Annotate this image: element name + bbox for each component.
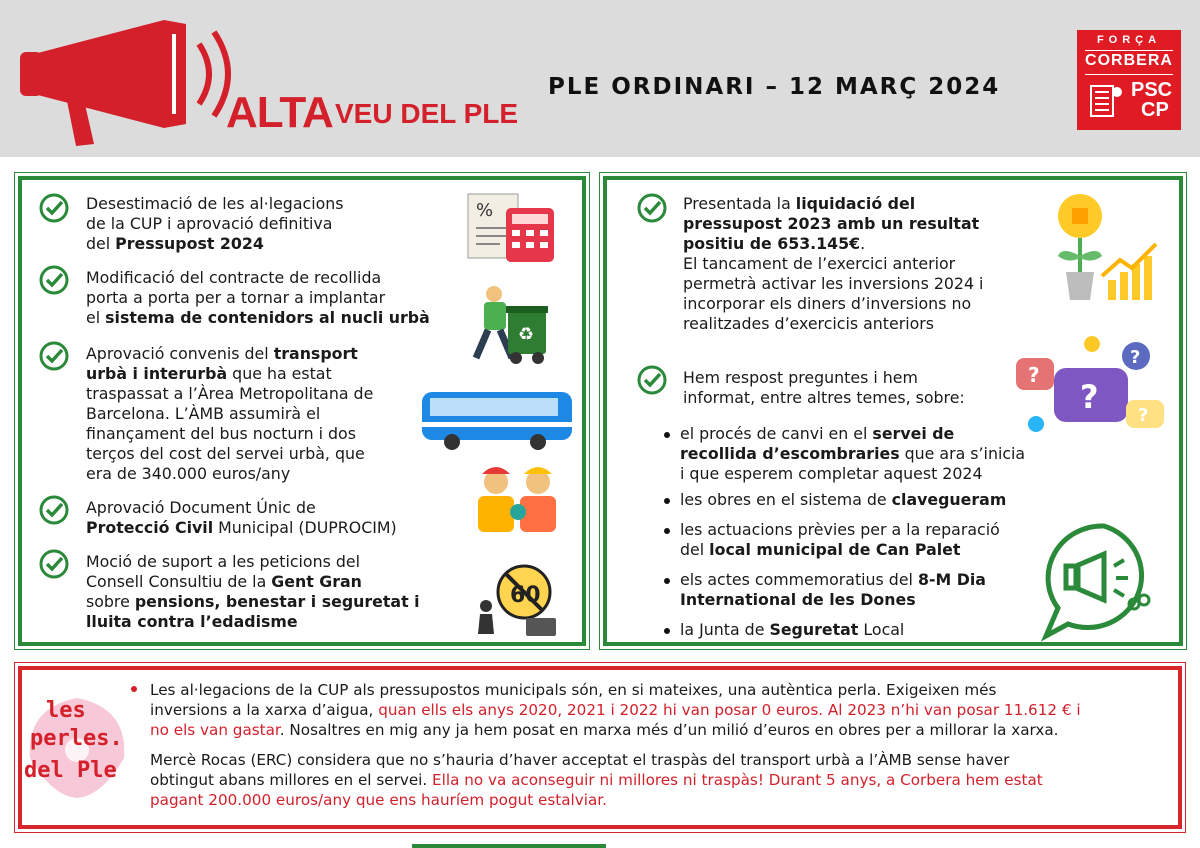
left-item-5 [86,552,420,632]
text-line [86,518,397,538]
text-bold: transport [273,344,358,363]
text-line [150,720,1150,740]
check-icon [38,494,70,526]
left-item-1 [86,194,344,254]
text-line: International de les Dones [680,590,916,609]
text-highlight: pagant 200.000 euros/any que ens hauríem pogut estalviar. [150,791,607,809]
text-line [683,234,983,254]
text-line: pressupost 2023 amb un resultat [683,214,980,233]
text-bold: Pressupost 2024 [115,234,264,253]
text-span: el procés de canvi en el [680,424,873,443]
text-bold: liquidació del [795,194,916,213]
text-line: Les al·legacions de la CUP als pressupostos municipals són, en si mateixes, una autèntica perla. Exigeixen més [150,681,997,699]
svg-text:%: % [476,200,494,221]
growth-plant-icon [1044,186,1162,304]
text-bold: local municipal de Can Palet [709,540,961,559]
perles-logo-text: del Ple [24,758,117,783]
text-span: Presentada la [683,194,796,213]
fist-rose-icon [1087,82,1125,122]
check-icon [38,548,70,580]
text-line [86,234,344,254]
text-line: Moció de suport a les peticions del [86,552,360,571]
footer-bar [412,844,606,848]
text-bold: clavegueram [891,490,1007,509]
waste-worker-icon [460,282,552,366]
text-line: Aprovació Document Únic de [86,498,316,517]
text-line [680,444,1025,464]
check-icon [38,340,70,372]
text-line: i que esperem completar aquest 2024 [680,464,983,483]
text-bold: recollida d’escombraries [680,444,900,463]
bullet-dot [664,528,670,534]
text-line: era de 340.000 euros/any [86,464,291,483]
text-line [150,700,1150,720]
text-line: Modificació del contracte de recollida [86,268,382,287]
badge-mid-text: CORBERA [1085,52,1173,69]
perles-logo-text: perles. [30,726,123,751]
bullet-dot [664,432,670,438]
svg-text:?: ? [1130,347,1141,368]
text-line [680,570,986,590]
text-line: informat, entre altres temes, sobre: [683,388,965,407]
text-line [680,620,904,640]
text-span: els actes commemoratius del [680,570,918,589]
text-span: Consell Consultiu de la [86,572,272,591]
text-span: la Junta de [680,620,770,639]
svg-text:60: 60 [510,583,541,608]
text-span: . Nosaltres en mig any ja hem posat en marxa més d’un milió d’euros en obres per a millorar la xarxa. [279,721,1059,739]
perles-paragraph-1 [150,680,1150,740]
text-line: Desestimació de les al·legacions [86,194,344,213]
budget-calculator-icon [462,188,562,264]
text-span: obtingut abans millores en el servei. [150,771,433,789]
text-span: que ha estat [227,364,332,383]
question-bubbles-icon [1014,334,1170,434]
text-bold: Protecció Civil [86,518,214,537]
text-line [680,540,1000,560]
left-item-3 [86,344,373,484]
bullet-dot [664,628,670,634]
left-item-4 [86,498,397,538]
text-bold: servei de [872,424,955,443]
civil-protection-icon [466,460,570,534]
text-bold: pensions, benestar i seguretat i [134,592,420,611]
left-item-2 [86,268,430,328]
red-bullet [131,686,137,692]
badge-party-2: CP [1141,99,1169,121]
text-line [86,592,420,612]
badge-top-text: FORÇA [1096,34,1162,46]
svg-text:♻: ♻ [518,324,535,345]
party-badge [1077,30,1181,130]
text-bold: 8-M Dia [917,570,986,589]
text-line: Mercè Rocas (ERC) considera que no s’hauria d’haver acceptat el traspàs del transport urbà a l’ÀMB sense haver [150,751,1010,769]
text-line: incorporar els diners d’inversions no [683,294,972,313]
text-bold: positiu de 653.145€ [683,234,861,253]
text-line: terços del cost del servei urbà, que [86,444,365,463]
text-span: sobre [86,592,135,611]
text-line: Barcelona. L’ÀMB assumirà el [86,404,321,423]
text-span: les obres en el sistema de [680,490,892,509]
badge-divider [1085,50,1173,51]
text-line: permetrà activar les inversions 2024 i [683,274,984,293]
text-line [86,344,373,364]
text-line: Hem respost preguntes i hem [683,368,918,387]
text-span: Aprovació convenis del [86,344,274,363]
text-span: Local [858,620,905,639]
perles-logo-text: les [46,698,86,723]
text-line: realitzades d’exercicis anteriors [683,314,934,333]
text-line: lluita contra l’edadisme [86,612,298,631]
text-line [86,572,420,592]
logo-alta-text: ALTA [226,88,333,137]
bullet-dot [664,498,670,504]
age-60-icon [466,558,562,638]
right-bullet-2 [680,490,1006,510]
text-bold: urbà i interurbà [86,364,228,383]
text-span: del [86,234,116,253]
check-icon [38,264,70,296]
perles-paragraph-2 [150,750,1150,810]
text-line [86,308,430,328]
right-item-questions [683,368,965,408]
check-icon [636,192,668,224]
right-bullet-1 [680,424,1025,484]
text-span: del [680,540,710,559]
svg-text:?: ? [1138,405,1149,426]
check-icon [636,364,668,396]
svg-text:?: ? [1080,378,1099,416]
badge-party-1: PSC [1131,79,1173,101]
bullet-dot [664,578,670,584]
text-line [683,194,983,214]
text-span: . [860,234,866,253]
text-highlight: quan ells els anys 2020, 2021 i 2022 hi van posar 0 euros. Al 2023 n’hi van posar 11.612 € i [378,701,1081,719]
text-bold: Gent Gran [271,572,362,591]
text-line: de la CUP i aprovació definitiva [86,214,333,233]
right-item-budget [683,194,983,334]
text-span: inversions a la xarxa d’aigua, [150,701,379,719]
right-bullet-4 [680,570,986,610]
right-bullet-3 [680,520,1000,560]
text-line: les actuacions prèvies per a la reparació [680,520,1000,539]
megaphone-bubble-icon [1040,520,1170,642]
logo-subtitle: VEU DEL PLE [335,98,519,129]
text-bold: Seguretat [769,620,859,639]
text-span: el [86,308,106,327]
text-line: finançament del bus nocturn i dos [86,424,356,443]
text-highlight: no els van gastar [150,721,280,739]
text-span: Municipal (DUPROCIM) [213,518,397,537]
text-line: porta a porta per a tornar a implantar [86,288,386,307]
text-line: El tancament de l’exercici anterior [683,254,956,273]
perles-logo [22,688,132,800]
text-line [86,364,373,384]
text-line: traspassat a l’Àrea Metropolitana de [86,384,374,403]
text-line [680,424,1025,444]
bus-icon [418,388,578,452]
text-bold: sistema de contenidors al nucli urbà [105,308,430,327]
text-span: que ara s’inicia [899,444,1026,463]
check-icon [38,192,70,224]
page-title: PLE ORDINARI – 12 MARÇ 2024 [548,74,1001,100]
right-bullet-5 [680,620,904,640]
text-line [680,490,1006,510]
svg-text:?: ? [1028,363,1040,387]
text-line [150,770,1150,790]
text-highlight: Ella no va aconseguir ni millores ni traspàs! Durant 5 anys, a Corbera hem estat [432,771,1043,789]
badge-divider [1085,74,1173,75]
